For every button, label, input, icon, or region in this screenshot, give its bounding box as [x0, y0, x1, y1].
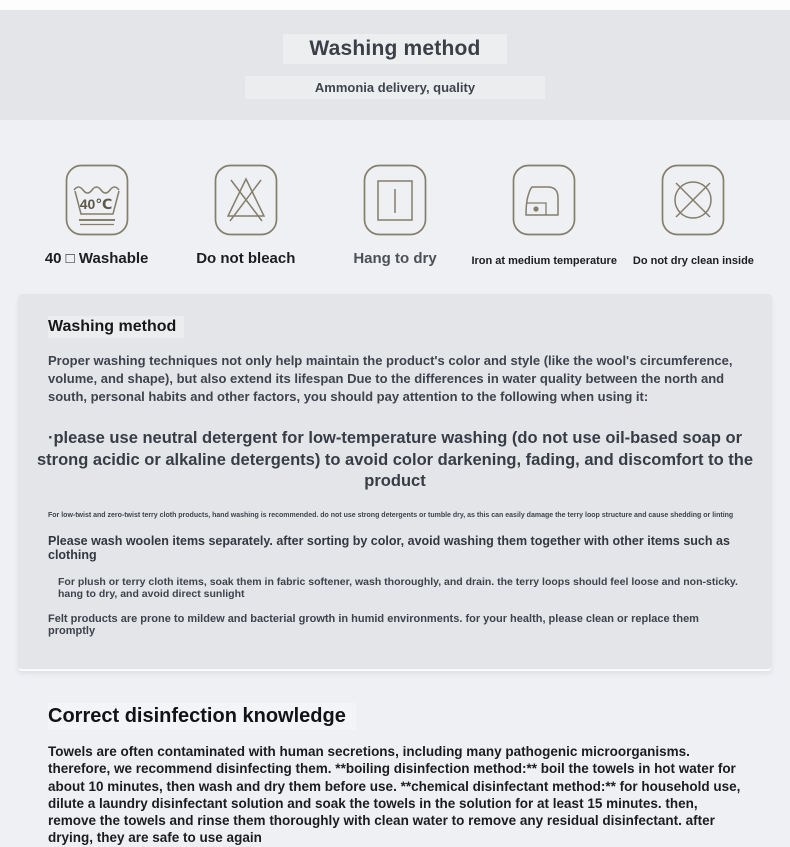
care-icon-wash-40c	[22, 164, 171, 267]
wash-40c-icon	[65, 164, 129, 236]
care-label-iron-medium: Iron at medium temperature	[471, 255, 617, 267]
washing-panel-highlight: ·please use neutral detergent for low-temperature washing (do not use oil-based soap or strong acidic or alkaline detergents) to avoid color darkening, fading, and discomfort to the product	[36, 428, 754, 491]
washing-panel-intro: Proper washing techniques not only help maintain the product's color and style (like the wool's circumference, volume, and shape), but also extend its lifespan Due to the differences in water quality between the north and south, personal habits and other factors, you should pay attention to the following when using it:	[48, 353, 733, 404]
do-not-dry-clean-icon	[661, 164, 725, 236]
header	[0, 10, 790, 120]
care-icons-row	[0, 164, 790, 267]
iron-medium-temperature-icon	[512, 164, 576, 236]
care-icon-hang-to-dry	[320, 164, 469, 267]
page-title: Washing method	[283, 34, 506, 64]
care-label-washable: 40 □ Washable	[44, 250, 149, 267]
care-label-no-dry-clean: Do not dry clean inside	[632, 255, 754, 267]
washing-method-panel	[18, 294, 772, 671]
disinfection-section	[0, 671, 790, 847]
care-label-hang-to-dry: Hang to dry	[353, 250, 437, 267]
disinfection-heading: Correct disinfection knowledge	[48, 703, 356, 730]
care-icon-iron-medium	[470, 164, 619, 267]
do-not-bleach-icon	[214, 164, 278, 236]
care-icon-no-dry-clean	[619, 164, 768, 267]
top-white-strip	[0, 0, 790, 10]
disinfection-body: Towels are often contaminated with human secretions, including many pathogenic microorganisms. therefore, we recommend disinfecting them. **boiling disinfection method:** boil the towels in hot water for about 10 minutes, then wash and dry them before use. **chemical disinfectant method:** for household use, dilute a laundry disinfectant solution and soak the towels in the solution for at least 15 minutes. then, remove the towels and rinse them thoroughly with clean water to remove any residual disinfectant. after drying, they are safe to use again	[48, 744, 741, 846]
wash-temp-text: 40℃	[79, 196, 112, 212]
washing-note-terry-cloth: For low-twist and zero-twist terry cloth products, hand washing is recommended. do not use strong detergents or tumble dry, as this can easily damage the terry loop structure and cause shedding or linting	[48, 512, 734, 520]
washing-note-felt: Felt products are prone to mildew and bacterial growth in humid environments. for your health, please clean or replace them promptly	[48, 613, 699, 638]
washing-note-plush: For plush or terry cloth items, soak them in fabric softener, wash thoroughly, and drain. the terry loops should feel loose and non-sticky. hang to dry, and avoid direct sunlight	[58, 576, 738, 601]
page-subtitle: Ammonia delivery, quality	[245, 76, 545, 99]
hang-to-dry-icon	[363, 164, 427, 236]
washing-note-woolen: Please wash woolen items separately. after sorting by color, avoid washing them together with other items such as clothing	[48, 534, 730, 563]
washing-panel-heading: Washing method	[48, 316, 184, 338]
care-label-do-not-bleach: Do not bleach	[196, 250, 296, 267]
care-icon-do-not-bleach	[171, 164, 320, 267]
